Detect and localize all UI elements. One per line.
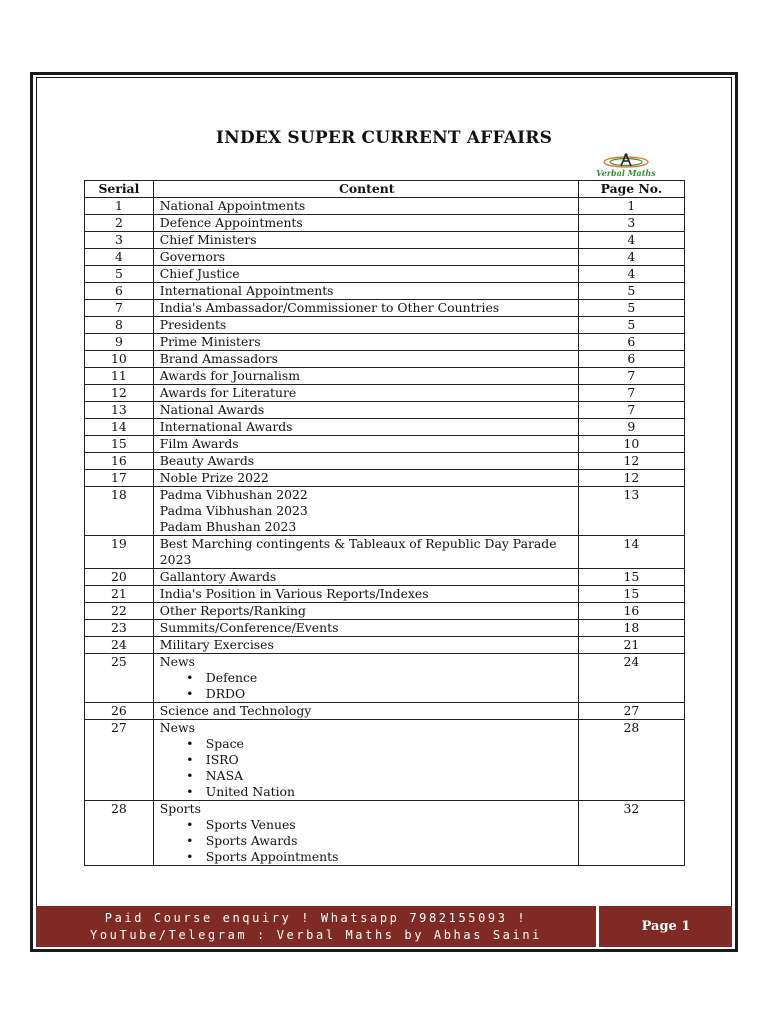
row-serial: 21 xyxy=(85,586,154,603)
bullet-item xyxy=(182,736,574,752)
bullet-text: Sports Venues xyxy=(205,817,296,832)
table-row xyxy=(85,603,685,620)
row-content xyxy=(153,436,578,453)
row-page-no: 5 xyxy=(578,317,684,334)
content-text: Awards for Literature xyxy=(159,385,297,400)
row-content xyxy=(153,334,578,351)
row-content xyxy=(153,453,578,470)
row-serial: 11 xyxy=(85,368,154,385)
table-row xyxy=(85,334,685,351)
content-line: Padma Vibhushan 2022 xyxy=(159,487,308,502)
row-serial: 26 xyxy=(85,703,154,720)
row-content xyxy=(153,801,578,866)
bullet-item xyxy=(182,784,574,800)
row-page-no: 5 xyxy=(578,300,684,317)
content-text: Brand Amassadors xyxy=(159,351,278,366)
bullet-text: Space xyxy=(205,736,244,751)
index-table-body xyxy=(85,198,685,866)
row-page-no: 4 xyxy=(578,249,684,266)
footer-line-social: YouTube/Telegram : Verbal Maths by Abhas Saini xyxy=(90,928,542,942)
content-text: National Awards xyxy=(159,402,265,417)
table-row xyxy=(85,654,685,703)
row-page-no: 32 xyxy=(578,801,684,866)
logo-text: Verbal Maths xyxy=(596,168,656,178)
table-row xyxy=(85,283,685,300)
table-row xyxy=(85,368,685,385)
bullet-dot-icon: • xyxy=(186,784,194,799)
row-serial: 15 xyxy=(85,436,154,453)
row-serial: 16 xyxy=(85,453,154,470)
row-serial: 2 xyxy=(85,215,154,232)
bullet-text: ISRO xyxy=(205,752,239,767)
row-serial: 12 xyxy=(85,385,154,402)
row-serial: 8 xyxy=(85,317,154,334)
table-row xyxy=(85,351,685,368)
bullet-item xyxy=(182,686,574,702)
table-row xyxy=(85,703,685,720)
verbal-maths-logo xyxy=(580,153,672,181)
row-serial: 7 xyxy=(85,300,154,317)
content-text: International Awards xyxy=(159,419,293,434)
content-line: Padma Vibhushan 2023 xyxy=(159,503,308,518)
row-content xyxy=(153,637,578,654)
row-page-no: 21 xyxy=(578,637,684,654)
row-serial: 17 xyxy=(85,470,154,487)
row-page-no: 4 xyxy=(578,266,684,283)
row-serial: 28 xyxy=(85,801,154,866)
row-page-no: 7 xyxy=(578,368,684,385)
content-line: Padam Bhushan 2023 xyxy=(159,519,297,534)
content-text: Other Reports/Ranking xyxy=(159,603,306,618)
row-content xyxy=(153,215,578,232)
table-row xyxy=(85,453,685,470)
bullet-dot-icon: • xyxy=(186,752,194,767)
bullet-item xyxy=(182,849,574,865)
bullet-dot-icon: • xyxy=(186,849,194,864)
table-row xyxy=(85,487,685,536)
content-text: News xyxy=(159,720,195,735)
bullet-item xyxy=(182,833,574,849)
bullet-text: United Nation xyxy=(205,784,295,799)
content-text: Summits/Conference/Events xyxy=(159,620,339,635)
content-text: News xyxy=(159,654,195,669)
bullet-text: DRDO xyxy=(205,686,246,701)
row-content xyxy=(153,249,578,266)
bullet-text: NASA xyxy=(205,768,244,783)
row-page-no: 4 xyxy=(578,232,684,249)
bullet-item xyxy=(182,768,574,784)
logo-emblem-icon xyxy=(580,153,672,169)
row-content xyxy=(153,385,578,402)
footer-line-enquiry: Paid Course enquiry ! Whatsapp 7982155093 ! xyxy=(104,911,528,925)
page-footer xyxy=(36,906,732,947)
row-serial: 20 xyxy=(85,569,154,586)
table-row xyxy=(85,215,685,232)
row-content xyxy=(153,586,578,603)
row-page-no: 6 xyxy=(578,334,684,351)
table-row xyxy=(85,620,685,637)
content-text: Awards for Journalism xyxy=(159,368,300,383)
row-content xyxy=(153,569,578,586)
bullet-dot-icon: • xyxy=(186,686,194,701)
row-serial: 19 xyxy=(85,536,154,569)
table-row xyxy=(85,801,685,866)
row-serial: 5 xyxy=(85,266,154,283)
content-text: Prime Ministers xyxy=(159,334,261,349)
content-text: Film Awards xyxy=(159,436,239,451)
bullet-text: Defence xyxy=(205,670,258,685)
row-serial: 24 xyxy=(85,637,154,654)
page-title: INDEX SUPER CURRENT AFFAIRS xyxy=(215,128,553,148)
row-serial: 3 xyxy=(85,232,154,249)
table-row xyxy=(85,536,685,569)
row-serial: 10 xyxy=(85,351,154,368)
content-text: Sports xyxy=(159,801,201,816)
row-page-no: 15 xyxy=(578,586,684,603)
table-row xyxy=(85,586,685,603)
row-content xyxy=(153,368,578,385)
bullet-dot-icon: • xyxy=(186,833,194,848)
content-text: Noble Prize 2022 xyxy=(159,470,269,485)
row-page-no: 18 xyxy=(578,620,684,637)
bullet-dot-icon: • xyxy=(186,817,194,832)
row-page-no: 14 xyxy=(578,536,684,569)
bullet-text: Sports Awards xyxy=(205,833,298,848)
footer-page-number: Page 1 xyxy=(599,906,732,947)
row-content xyxy=(153,402,578,419)
row-serial: 13 xyxy=(85,402,154,419)
row-serial: 6 xyxy=(85,283,154,300)
footer-contact xyxy=(36,906,599,947)
row-content xyxy=(153,703,578,720)
row-page-no: 13 xyxy=(578,487,684,536)
content-text: Governors xyxy=(159,249,226,264)
content-text: Beauty Awards xyxy=(159,453,255,468)
row-page-no: 28 xyxy=(578,720,684,801)
table-row xyxy=(85,249,685,266)
row-page-no: 12 xyxy=(578,470,684,487)
content-text: Chief Ministers xyxy=(159,232,257,247)
row-content xyxy=(153,283,578,300)
bullet-dot-icon: • xyxy=(186,736,194,751)
row-content xyxy=(153,198,578,215)
header-serial: Serial xyxy=(85,181,154,198)
row-serial: 25 xyxy=(85,654,154,703)
bullet-item xyxy=(182,817,574,833)
table-row xyxy=(85,198,685,215)
header-content: Content xyxy=(153,181,578,198)
row-content xyxy=(153,536,578,569)
row-serial: 14 xyxy=(85,419,154,436)
content-text: Military Exercises xyxy=(159,637,274,652)
row-serial: 18 xyxy=(85,487,154,536)
row-serial: 1 xyxy=(85,198,154,215)
row-serial: 22 xyxy=(85,603,154,620)
row-serial: 27 xyxy=(85,720,154,801)
index-table xyxy=(84,180,685,866)
table-row xyxy=(85,385,685,402)
row-page-no: 27 xyxy=(578,703,684,720)
row-page-no: 6 xyxy=(578,351,684,368)
row-serial: 23 xyxy=(85,620,154,637)
row-content xyxy=(153,603,578,620)
bullet-item xyxy=(182,752,574,768)
row-page-no: 10 xyxy=(578,436,684,453)
table-row xyxy=(85,569,685,586)
bullet-dot-icon: • xyxy=(186,768,194,783)
content-text: National Appointments xyxy=(159,198,306,213)
row-page-no: 1 xyxy=(578,198,684,215)
content-text: Best Marching contingents & Tableaux of Republic Day Parade 2023 xyxy=(159,536,557,567)
row-content xyxy=(153,620,578,637)
row-content xyxy=(153,317,578,334)
content-text: Science and Technology xyxy=(159,703,312,718)
table-row xyxy=(85,266,685,283)
content-text: Chief Justice xyxy=(159,266,240,281)
row-page-no: 12 xyxy=(578,453,684,470)
row-content xyxy=(153,300,578,317)
content-text: Defence Appointments xyxy=(159,215,303,230)
content-text: India's Position in Various Reports/Indexes xyxy=(159,586,429,601)
content-text: International Appointments xyxy=(159,283,334,298)
table-row xyxy=(85,637,685,654)
row-content xyxy=(153,419,578,436)
row-serial: 9 xyxy=(85,334,154,351)
row-content xyxy=(153,720,578,801)
table-row xyxy=(85,436,685,453)
table-header-row xyxy=(85,181,685,198)
row-content xyxy=(153,470,578,487)
row-page-no: 3 xyxy=(578,215,684,232)
content-text: Gallantory Awards xyxy=(159,569,277,584)
row-content xyxy=(153,487,578,536)
bullet-dot-icon: • xyxy=(186,670,194,685)
row-page-no: 15 xyxy=(578,569,684,586)
row-content xyxy=(153,232,578,249)
table-row xyxy=(85,419,685,436)
table-row xyxy=(85,470,685,487)
bullet-item xyxy=(182,670,574,686)
row-page-no: 24 xyxy=(578,654,684,703)
content-text: India's Ambassador/Commissioner to Other Countries xyxy=(159,300,500,315)
table-row xyxy=(85,232,685,249)
table-row xyxy=(85,402,685,419)
row-content xyxy=(153,351,578,368)
bullet-text: Sports Appointments xyxy=(205,849,339,864)
table-row xyxy=(85,720,685,801)
table-row xyxy=(85,300,685,317)
row-page-no: 9 xyxy=(578,419,684,436)
row-page-no: 5 xyxy=(578,283,684,300)
row-content xyxy=(153,654,578,703)
row-page-no: 7 xyxy=(578,402,684,419)
row-content xyxy=(153,266,578,283)
row-page-no: 16 xyxy=(578,603,684,620)
header-page-no: Page No. xyxy=(578,181,684,198)
table-row xyxy=(85,317,685,334)
content-text: Presidents xyxy=(159,317,227,332)
row-page-no: 7 xyxy=(578,385,684,402)
row-serial: 4 xyxy=(85,249,154,266)
